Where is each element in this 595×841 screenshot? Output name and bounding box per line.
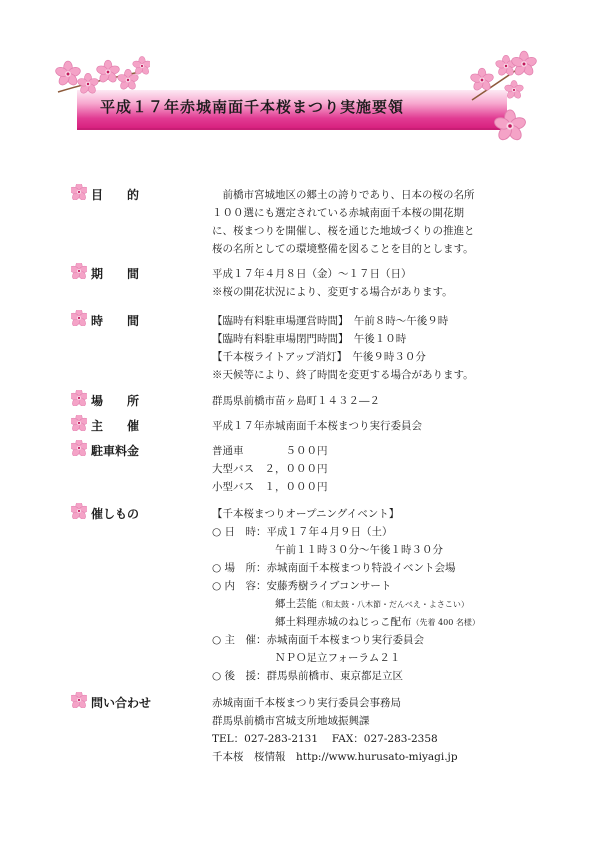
period-text: 平成１７年４月８日（金）～１７日（日） ※桜の開花状況により、変更する場合があります。: [212, 268, 453, 298]
blossom-bullet-icon: [71, 440, 87, 456]
blossom-bullet-icon: [71, 263, 87, 279]
contact-label: 問い合わせ: [91, 696, 152, 710]
place-text: 群馬県前橋市苗ヶ島町１４３２―２: [212, 395, 380, 407]
events-text: 【千本桜まつりオープニングイベント】 ○ 日 時：平成１７年４月９日（土） 午前１１時３０分～午後１時３０分 ○ 場 所：赤城南面千本桜まつり特設イベント会場 ○ 内 容：安藤秀樹ライブコンサート 郷土芸能（和太鼓・八木節・だんべえ・よさこい） 郷土料理赤城のねじっこ配布（先着 400 名様） ○ 主 催：赤城南面千本桜まつり実行委員会 ＮＰＯ足立フォーラム２１ ○ 後 援：群馬県前橋市、東京都足立区: [212, 508, 480, 682]
organizer-label: 主 催: [91, 419, 140, 433]
parking-label: 駐車料金: [91, 444, 140, 458]
organizer-text: 平成１７年赤城南面千本桜まつり実行委員会: [212, 420, 422, 432]
blossom-bullet-icon: [71, 390, 87, 406]
place-label: 場 所: [91, 394, 140, 408]
blossom-bullet-icon: [71, 415, 87, 431]
purpose-label: 目 的: [91, 188, 140, 202]
blossom-bullet-icon: [71, 184, 87, 200]
blossom-bullet-icon: [71, 310, 87, 326]
blossom-bullet-icon: [71, 692, 87, 708]
purpose-text: 前橋市宮城地区の郷土の誇りであり、日本の桜の名所 １００選にも選定されている赤城南面千本桜の開花期 に、桜まつりを開催し、桜を通じた地域づくりの推進と 桜の名所としての環境整備を図ることを目的とします。: [212, 189, 475, 255]
blossom-bullet-icon: [71, 503, 87, 519]
contact-text: 赤城南面千本桜まつり実行委員会事務局 群馬県前橋市宮城支所地域振興課 TEL：027-283-2131 FAX：027-283-2358 千本桜 桜情報 http://www.hurusato-miyagi.jp: [212, 697, 458, 763]
cherry-blossom-cluster-right-icon: [462, 50, 542, 150]
parking-fees: 普通車 ５００円 大型バス ２，０００円 小型バス １，０００円: [212, 445, 328, 493]
time-text: 【臨時有料駐車場運営時間】 午前８時～午後９時 【臨時有料駐車場閉門時間】 午後１０時 【千本桜ライトアップ消灯】 午後９時３０分 ※天候等により、終了時間を変更する場合があります。: [212, 315, 474, 381]
period-label: 期 間: [91, 267, 140, 281]
events-label: 催しもの: [91, 507, 140, 521]
time-label: 時 間: [91, 314, 140, 328]
cherry-blossom-cluster-left-icon: [50, 52, 150, 104]
page-title: 平成１７年赤城南面千本桜まつり実施要領: [100, 98, 405, 116]
